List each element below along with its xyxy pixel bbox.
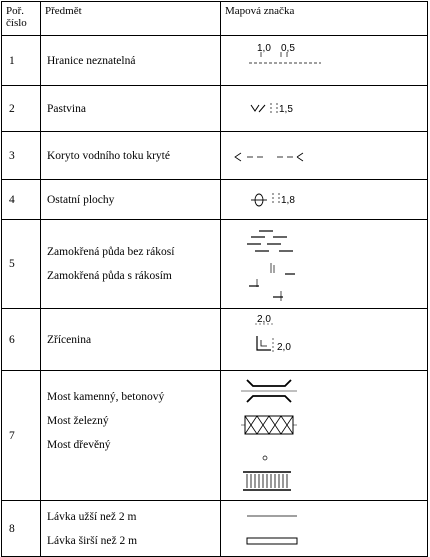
row-subject-item: Lávka užší než 2 m xyxy=(47,510,137,523)
ruin-symbol xyxy=(221,310,427,370)
covered-watercourse-symbol xyxy=(221,133,427,179)
row-subject: Zřícenina xyxy=(41,309,221,371)
row-symbol xyxy=(221,180,428,220)
footbridge-symbols xyxy=(221,502,427,556)
row-symbol xyxy=(221,501,428,557)
row-subject: Pastvina xyxy=(41,86,221,132)
row-symbol xyxy=(221,36,428,86)
header-subject: Předmět xyxy=(41,2,221,36)
bridge-symbols xyxy=(221,372,427,500)
row-symbol xyxy=(221,86,428,132)
pasture-symbol xyxy=(221,87,427,131)
table-row xyxy=(2,86,428,132)
row-number: 7 xyxy=(2,371,41,501)
other-areas-symbol xyxy=(221,181,427,219)
header-number: Poř. číslo xyxy=(2,2,41,36)
invisible-boundary-symbol xyxy=(221,37,427,85)
row-subject-item: Most kamenný, betonový xyxy=(47,390,165,403)
row-subject-item: Zamokřená půda s rákosím xyxy=(47,270,172,282)
table-row xyxy=(2,371,428,501)
table-header-row xyxy=(2,2,428,36)
row-number: 3 xyxy=(2,132,41,180)
row-number: 4 xyxy=(2,180,41,220)
row-subject xyxy=(41,371,221,501)
row-number: 2 xyxy=(2,86,41,132)
row-subject-item: Most železný xyxy=(47,414,109,427)
symbol-dimension: 1,0 xyxy=(257,42,271,54)
row-symbol xyxy=(221,371,428,501)
table-row xyxy=(2,309,428,371)
table-row xyxy=(2,220,428,309)
header-symbol: Mapová značka xyxy=(221,2,428,36)
row-subject: Ostatní plochy xyxy=(41,180,221,220)
symbol-dimension: 1,8 xyxy=(281,194,295,206)
row-subject: Hranice neznatelná xyxy=(41,36,221,86)
row-symbol xyxy=(221,132,428,180)
table-row xyxy=(2,36,428,86)
symbol-dimension: 1,5 xyxy=(279,103,293,115)
row-subject xyxy=(41,501,221,557)
row-number: 8 xyxy=(2,501,41,557)
table-row xyxy=(2,180,428,220)
row-subject xyxy=(41,220,221,309)
table-row xyxy=(2,132,428,180)
symbol-dimension: 0,5 xyxy=(281,42,295,54)
row-number: 6 xyxy=(2,309,41,371)
symbol-dimension: 2,0 xyxy=(277,341,291,353)
row-subject-item: Lávka širší než 2 m xyxy=(47,534,138,547)
row-symbol xyxy=(221,309,428,371)
wetland-symbol xyxy=(221,221,427,308)
symbol-dimension: 2,0 xyxy=(257,313,271,325)
row-number: 5 xyxy=(2,220,41,309)
row-subject: Koryto vodního toku kryté xyxy=(41,132,221,180)
row-subject-item: Zamokřená půda bez rákosí xyxy=(47,246,175,258)
map-symbol-table xyxy=(1,1,428,557)
row-number: 1 xyxy=(2,36,41,86)
table-row xyxy=(2,501,428,557)
row-symbol xyxy=(221,220,428,309)
row-subject-item: Most dřevěný xyxy=(47,438,111,451)
